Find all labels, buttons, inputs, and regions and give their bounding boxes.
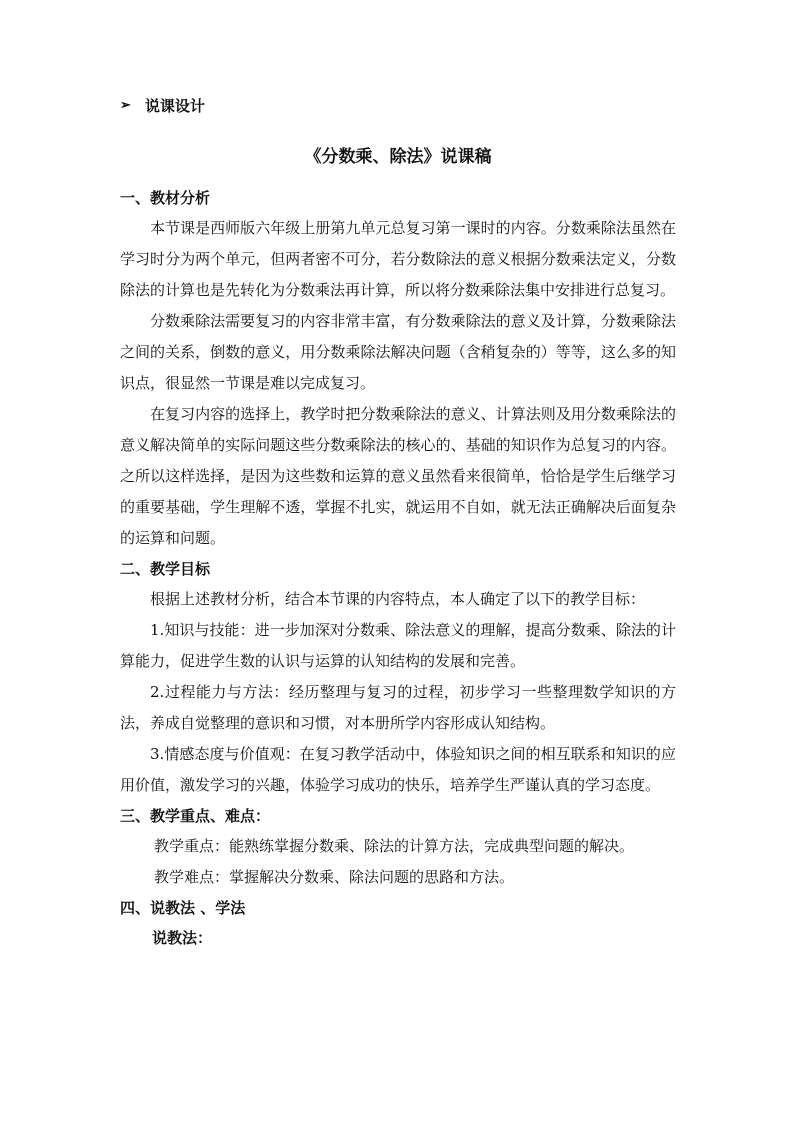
heading-teaching-goals: 二、教学目标 (120, 560, 211, 578)
paragraph: 分数乘除法需要复习的内容非常丰富，有分数乘除法的意义及计算，分数乘除法之间的关系，倒数的意义，用分数乘除法解决问题（含稍复杂的）等等，这么多的知识点，很显然一节课是难以完成复习。 (120, 312, 676, 392)
paragraph: 根据上述教材分析，结合本节课的内容特点，本人确定了以下的教学目标： (150, 590, 646, 608)
paragraph: 2.过程能力与方法：经历整理与复习的过程，初步学习一些整理数学知识的方法，养成自觉整理的意识和习惯，对本册所学内容形成认知结构。 (120, 683, 676, 732)
heading-methods: 四、说教法 、学法 (120, 899, 246, 917)
paragraph: 在复习内容的选择上，教学时把分数乘除法的意义、计算法则及用分数乘除法的意义解决简单的实际问题这些分数乘除法的核心的、基础的知识作为总复习的内容。之所以这样选择，是因为这些数和运算的意义虽然看来很简单，恰恰是学生后继学习的重要基础，学生理解不透，掌握不扎实，就运用不自如，就无法正确解决后面复杂的运算和问题。 (120, 405, 676, 547)
paragraph: 3.情感态度与价值观：在复习教学活动中，体验知识之间的相互联系和知识的应用价值，激发学习的兴趣，体验学习成功的快乐，培养学生严谨认真的学习态度。 (120, 745, 676, 794)
paragraph: 本节课是西师版六年级上册第九单元总复习第一课时的内容。分数乘除法虽然在学习时分为两个单元，但两者密不可分，若分数除法的意义根据分数乘法定义，分数除法的计算也是先转化为分数乘法再计算，所以将分数乘除法集中安排进行总复习。 (120, 219, 676, 299)
paragraph-difficulty: 教学难点：掌握解决分数乘、除法问题的思路和方法。 (154, 868, 515, 886)
document-title: 《分数乘、除法》说课稿 (304, 147, 492, 167)
subheading-teaching-method: 说教法： (152, 929, 213, 947)
heading-textbook-analysis: 一、教材分析 (120, 189, 211, 207)
arrow-bullet-icon: ➢ (120, 98, 131, 113)
paragraph: 1.知识与技能：进一步加深对分数乘、除法意义的理解，提高分数乘、除法的计算能力，促进学生数的认识与运算的认知结构的发展和完善。 (120, 621, 676, 670)
heading-key-points: 三、教学重点、难点： (120, 807, 271, 825)
section-marker (120, 95, 676, 116)
paragraph-key-point: 教学重点：能熟练掌握分数乘、除法的计算方法，完成典型问题的解决。 (154, 837, 635, 855)
section-label: 说课设计 (144, 97, 205, 115)
